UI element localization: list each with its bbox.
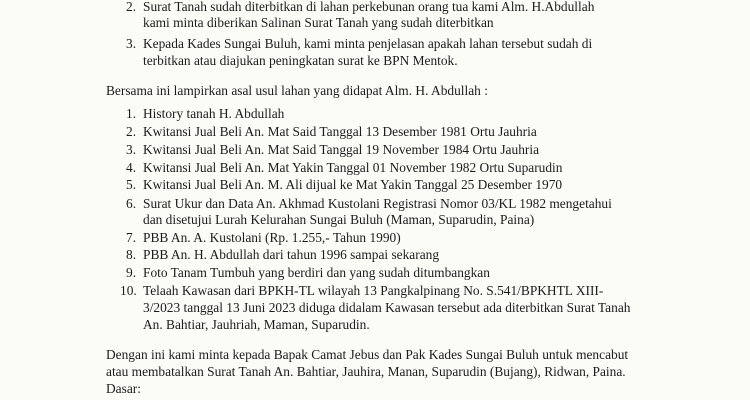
list-line: Kepada Kades Sungai Buluh, kami minta penjelasan apakah lahan tersebut sudah di bbox=[143, 36, 593, 51]
closing-line: Dengan ini kami minta kepada Bapak Camat Jebus dan Pak Kades Sungai Buluh untuk mencabut bbox=[106, 347, 629, 362]
list-number: 2. bbox=[126, 124, 137, 139]
list-line: 3/2023 tanggal 13 Juni 2023 diduga didalam Kawasan tersebut ada diterbitkan Surat Tanah bbox=[143, 300, 631, 315]
list-line: Kwitansi Jual Beli An. Mat Said Tanggal 19 November 1984 Ortu Jauhria bbox=[143, 142, 540, 157]
list-line: kami minta diberikan Salinan Surat Tanah yang sudah diterbitkan bbox=[143, 15, 494, 30]
list-line: An. Bahtiar, Jauhriah, Maman, Suparudin. bbox=[143, 317, 370, 332]
list-number: 3. bbox=[126, 142, 137, 157]
list-number: 10. bbox=[120, 283, 137, 298]
closing-line: atau membatalkan Surat Tanah An. Bahtiar, Jauhira, Manan, Suparudin (Bujang), Ridwan, Paina. bbox=[106, 364, 626, 379]
list-line: Surat Tanah sudah diterbitkan di lahan perkebunan orang tua kami Alm. H.Abdullah bbox=[143, 0, 595, 14]
intro-paragraph: Bersama ini lampirkan asal usul lahan yang didapat Alm. H. Abdullah : bbox=[106, 83, 488, 98]
list-number: 6. bbox=[126, 196, 137, 211]
list-line: Kwitansi Jual Beli An. M. Ali dijual ke Mat Yakin Tanggal 25 Desember 1970 bbox=[143, 177, 563, 192]
list-line: Foto Tanam Tumbuh yang berdiri dan yang sudah ditumbangkan bbox=[143, 265, 490, 280]
closing-line: Dasar: bbox=[106, 381, 141, 396]
list-line: PBB An. H. Abdullah dari tahun 1996 sampai sekarang bbox=[143, 247, 440, 262]
list-number: 8. bbox=[126, 247, 137, 262]
list-number: 3. bbox=[126, 36, 137, 51]
list-number: 5. bbox=[126, 177, 137, 192]
list-line: Telaah Kawasan dari BPKH-TL wilayah 13 Pangkalpinang No. S.541/BPKHTL XIII- bbox=[143, 283, 604, 298]
list-number: 2. bbox=[126, 0, 137, 14]
list-number: 9. bbox=[126, 265, 137, 280]
list-line: Kwitansi Jual Beli An. Mat Said Tanggal 13 Desember 1981 Ortu Jauhria bbox=[143, 124, 537, 139]
list-number: 7. bbox=[126, 230, 137, 245]
list-line: dan disetujui Lurah Kelurahan Sungai Buluh (Maman, Suparudin, Paina) bbox=[143, 212, 535, 227]
list-line: PBB An. A. Kustolani (Rp. 1.255,- Tahun 1990) bbox=[143, 230, 401, 245]
list-number: 1. bbox=[126, 106, 137, 121]
list-number: 4. bbox=[126, 160, 137, 175]
list-line: History tanah H. Abdullah bbox=[143, 106, 285, 121]
list-line: terbitkan atau diajukan peningkatan surat ke BPN Mentok. bbox=[143, 53, 458, 68]
list-line: Kwitansi Jual Beli An. Mat Yakin Tanggal 01 November 1982 Ortu Suparudin bbox=[143, 160, 563, 175]
list-line: Surat Ukur dan Data An. Akhmad Kustolani Registrasi Nomor 03/KL 1982 mengetahui bbox=[143, 196, 612, 211]
